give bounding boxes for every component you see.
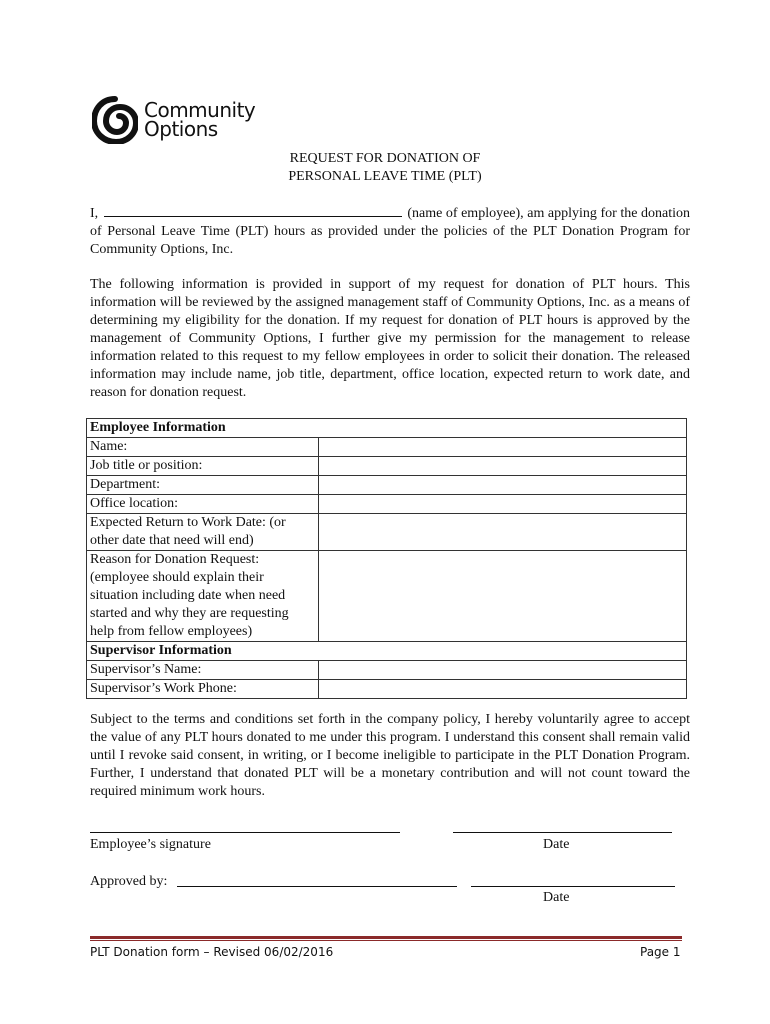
department-label: Department: xyxy=(87,476,319,495)
office-location-field[interactable] xyxy=(319,495,687,514)
name-field[interactable] xyxy=(319,438,687,457)
logo-wordmark xyxy=(144,98,256,141)
footer-divider-thin xyxy=(90,940,682,941)
return-date-label: Expected Return to Work Date: (or other date that need will end) xyxy=(87,514,319,551)
employee-info-header: Employee Information xyxy=(87,419,687,438)
employee-name-blank[interactable] xyxy=(104,204,402,217)
supervisor-info-header-row xyxy=(87,642,687,661)
employee-date-line[interactable] xyxy=(453,832,672,833)
approval-date-line[interactable] xyxy=(471,886,675,887)
job-title-field[interactable] xyxy=(319,457,687,476)
table-row xyxy=(87,476,687,495)
reason-label: Reason for Donation Request: (employee should explain their situation including date when need started and why they are requesting help from fellow employees) xyxy=(87,551,319,642)
job-title-label: Job title or position: xyxy=(87,457,319,476)
footer-page-number: Page 1 xyxy=(640,945,681,959)
department-field[interactable] xyxy=(319,476,687,495)
form-title-line-2: PERSONAL LEAVE TIME (PLT) xyxy=(288,169,482,184)
name-label: Name: xyxy=(87,438,319,457)
approved-by-line[interactable] xyxy=(177,886,457,887)
support-paragraph: The following information is provided in support of my request for donation of PLT hours. This information will be reviewed by the assigned management staff of Community Options, Inc. as a means of determining my eligibility for the donation. If my request for donation of PLT hours is approved by the management of Community Options, I further give my permission for the management to release information related to this request to my fellow employees in order to solicit their donation. The released information may include name, job title, department, office location, expected return to work date, and reason for donation request. xyxy=(90,277,690,400)
footer-revision: PLT Donation form – Revised 06/02/2016 xyxy=(90,945,334,959)
table-row xyxy=(87,680,687,699)
footer-divider xyxy=(90,936,682,939)
form-title xyxy=(0,150,770,186)
form-title-line-1: REQUEST FOR DONATION OF xyxy=(289,151,481,166)
employee-info-header-row xyxy=(87,419,687,438)
supervisor-phone-label: Supervisor’s Work Phone: xyxy=(87,680,319,699)
approved-by-label: Approved by: xyxy=(90,874,168,889)
return-date-field[interactable] xyxy=(319,514,687,551)
intro-suffix: (name of employee), am applying for the donation of Personal Leave Time (PLT) hours as provided under the policies of the PLT Donation Program for Community Options, Inc. xyxy=(90,206,691,257)
supervisor-name-label: Supervisor’s Name: xyxy=(87,661,319,680)
logo-line-2: Options xyxy=(144,117,218,141)
table-row xyxy=(87,495,687,514)
community-options-logo xyxy=(92,96,255,144)
terms-paragraph: Subject to the terms and conditions set forth in the company policy, I hereby voluntarily agree to accept the value of any PLT hours donated to me under this program. I understand this consent shall remain valid until I revoke said consent, in writing, or I become ineligible to participate in the PLT Donation Program. Further, I understand that donated PLT will be a monetary contribution and will not count toward the required minimum work hours. xyxy=(90,712,690,799)
table-row xyxy=(87,514,687,551)
table-row xyxy=(87,438,687,457)
intro-paragraph xyxy=(90,204,690,259)
office-location-label: Office location: xyxy=(87,495,319,514)
logo-line-1: Community xyxy=(144,98,256,122)
table-row xyxy=(87,551,687,642)
table-row xyxy=(87,457,687,476)
supervisor-phone-field[interactable] xyxy=(319,680,687,699)
employee-signature-line[interactable] xyxy=(90,832,400,833)
supervisor-name-field[interactable] xyxy=(319,661,687,680)
information-table xyxy=(86,418,687,699)
supervisor-info-header: Supervisor Information xyxy=(87,642,687,661)
employee-date-label: Date xyxy=(543,837,570,852)
community-options-swirl-icon xyxy=(92,96,138,144)
employee-signature-label: Employee’s signature xyxy=(90,837,211,852)
intro-prefix: I, xyxy=(90,206,99,221)
reason-field[interactable] xyxy=(319,551,687,642)
table-row xyxy=(87,661,687,680)
approval-date-label: Date xyxy=(543,890,570,905)
